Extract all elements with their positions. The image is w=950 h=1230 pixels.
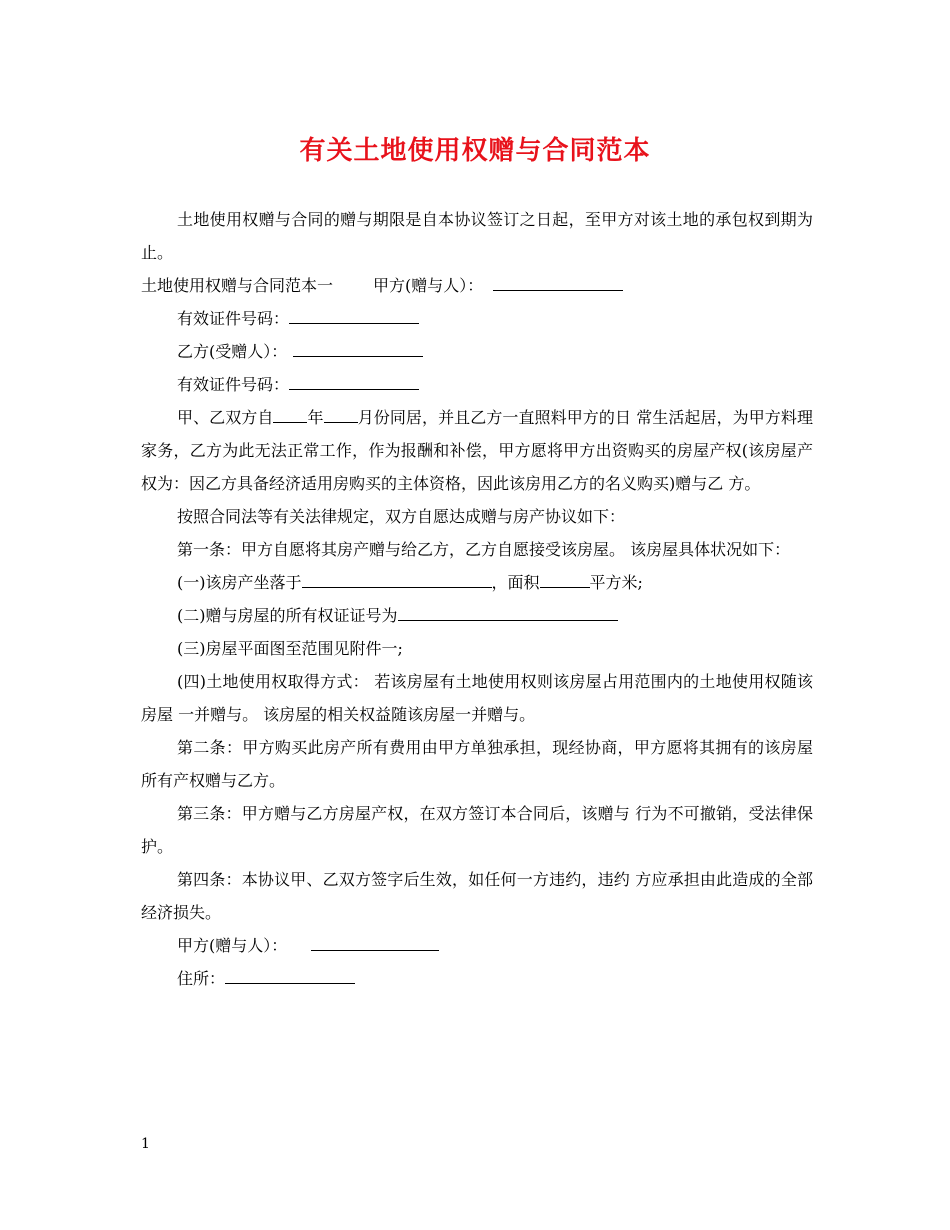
intro-paragraph: 土地使用权赠与合同的赠与期限是自本协议签订之日起，至甲方对该土地的承包权到期为止。 [141, 210, 813, 262]
id-line-1 [141, 302, 813, 335]
para1-part-c: 月份同居，并且乙方一直照料甲方的日 常生活起居，为甲方料理家务，乙方为此无法正常工作，作为报酬和补偿，甲方愿将甲方出资购买的房屋产权(该房屋产权为：因乙方具备经济适用房购买的主体资格，因此该房用乙方的名义购买)赠与乙 方。 [141, 408, 813, 493]
area-blank [540, 569, 590, 588]
id-blank-2 [289, 371, 419, 390]
sign-party-a-blank [311, 932, 439, 951]
item-2 [141, 599, 813, 632]
item2-label: (二)赠与房屋的所有权证证号为 [177, 606, 398, 625]
para1-part-a: 甲、乙双方自 [177, 408, 274, 427]
item-3: (三)房屋平面图至范围见附件一; [177, 639, 403, 658]
id-blank-1 [289, 305, 419, 324]
month-blank [324, 404, 358, 423]
template-name: 土地使用权赠与合同范本一 [141, 276, 334, 295]
item1-part-c: 平方米; [589, 573, 643, 592]
certificate-blank [398, 602, 618, 621]
item1-part-a: (一)该房产坐落于 [177, 573, 302, 592]
sign-address-line [141, 962, 813, 995]
party-b-line [141, 335, 813, 368]
document-body [141, 203, 813, 995]
sign-party-a-line [141, 929, 813, 962]
id-line-2 [141, 368, 813, 401]
document-title: 有关土地使用权赠与合同范本 [299, 136, 651, 166]
item-4: (四)土地使用权取得方式： 若该房屋有土地使用权则该房屋占用范围内的土地使用权随该房屋 一并赠与。 该房屋的相关权益随该房屋一并赠与。 [141, 672, 813, 724]
article-4: 第四条：本协议甲、乙双方签字后生效，如任何一方违约，违约 方应承担由此造成的全部经济损失。 [141, 870, 813, 922]
item-1 [141, 566, 813, 599]
item1-part-b: ，面积 [491, 573, 540, 592]
party-a-blank [493, 272, 623, 291]
sign-address-blank [225, 965, 355, 984]
id-label-2: 有效证件号码： [177, 375, 290, 394]
agreement-paragraph: 按照合同法等有关法律规定，双方自愿达成赠与房产协议如下： [177, 507, 626, 526]
year-blank [273, 404, 307, 423]
article-3: 第三条：甲方赠与乙方房屋产权，在双方签订本合同后，该赠与 行为不可撤销，受法律保护。 [141, 804, 813, 856]
cohabitation-paragraph [141, 401, 813, 500]
sign-party-a-label: 甲方(赠与人）： [177, 936, 288, 955]
page-number: 1 [141, 1136, 150, 1152]
party-b-label: 乙方(受赠人）： [177, 342, 288, 361]
sign-address-label: 住所： [177, 969, 226, 988]
para1-part-b: 年 [307, 408, 324, 427]
location-blank [302, 569, 492, 588]
template-line [141, 269, 813, 302]
article-2: 第二条：甲方购买此房产所有费用由甲方单独承担，现经协商，甲方愿将其拥有的该房屋所有产权赠与乙方。 [141, 738, 813, 790]
party-a-label: 甲方(赠与人）： [373, 276, 484, 295]
article-1: 第一条：甲方自愿将其房产赠与给乙方，乙方自愿接受该房屋。 该房屋具体状况如下： [177, 540, 791, 559]
id-label-1: 有效证件号码： [177, 309, 290, 328]
party-b-blank [293, 338, 423, 357]
